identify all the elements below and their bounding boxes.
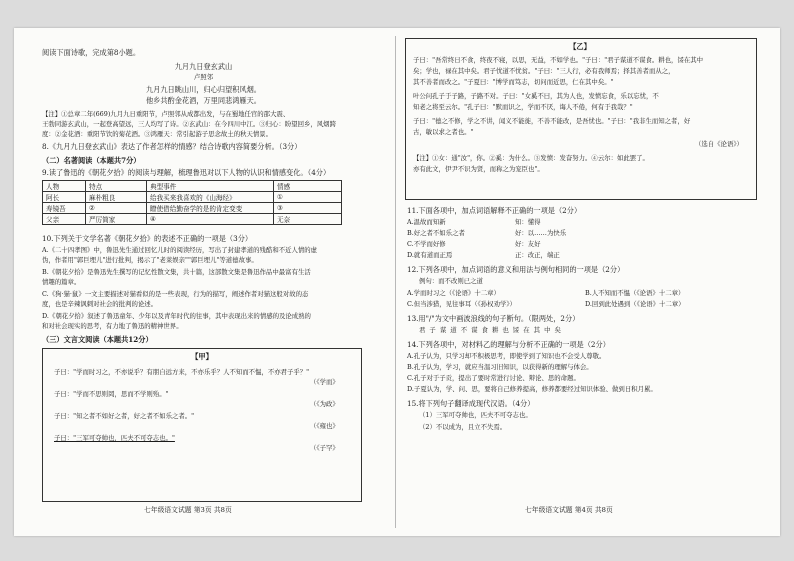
q11-option-c: C.不学而好修 [407,240,446,248]
yi-source: （选自《论语》） [695,140,743,148]
jia-source-4: （《子罕》 [310,444,339,452]
table-cell: 情感 [274,181,342,192]
poem-note-2: 王勃同游玄武山，一起登高望远，三人均写了诗。②玄武山：在今四川中江。③归心：盼望回乡，风烟跨 [42,120,336,128]
table-cell: 寿镜吾 [43,203,86,214]
table-cell: 父亲 [43,214,86,225]
question-8: 8.《九月九日登玄武山》表达了作者怎样的情感？结合诗歌内容简要分析。（3分） [42,142,302,151]
q10-option-c-2: 度，也是辛辣讽刺对社会的批判的论述。 [42,300,158,308]
poem-line-2: 他乡共酌金花酒，万里同悲鸿雁天。 [145,96,261,105]
question-9: 9.读了鲁迅的《朝花夕拾》的阅读与理解，梳理鲁迅对以下人物的认识和情感变化。（4分） [42,168,331,177]
q10-option-c-1: C.《狗·猫·鼠》一文主要描述对猫看似的是一些表现，行为的描写，阐述作者对猫这般对故的态 [42,290,309,298]
table-row [43,192,342,203]
q14-option-a: A.孔子认为，只学习却不积极思考，即使学到了知识也不会受人尊敬。 [407,352,606,360]
jia-source-1: （《学而》 [310,378,339,386]
jia-line-1: 子曰："学而时习之，不亦说乎？有朋自远方来，不亦乐乎？人不知而不愠，不亦君子乎？" [54,368,310,376]
poem-title: 九月九日登玄武山 [174,62,233,71]
q12-example: 例句：而不改则已之道 [419,277,483,285]
table-row [43,214,342,225]
page-3 [14,28,393,536]
table-cell: 特点 [86,181,147,192]
q12-option-d: D.回到此处遇到（《论语》十二章） [585,300,685,308]
q11-option-b: B.好之者不如乐之者 [407,229,465,237]
q10-option-a-2: 伪，作者用"郭巨埋儿"进行批判，揭示了"老莱娱亲""郭巨埋儿"等道德故事。 [42,256,258,264]
yi-line-5: 知老之将至云尔。"孔子曰："默而识之，学而不厌，诲人不倦，何有于我哉？" [413,103,633,111]
intro-instruction: 阅读下面诗歌，完成第8小题。 [42,48,141,57]
jia-line-4: 子曰："三军可夺帅也，匹夫不可夺志也。" [54,434,175,442]
page-footer-left: 七年级语文试题 第3页 共8页 [144,506,232,514]
table-cell: ② [86,203,147,214]
question-11: 11.下面各项中，加点词语解释不正确的一项是（2分） [407,206,582,215]
poem-note-1: 【注】①总章二年(669)九月九日重阳节，卢照邻从成都出发，与在蜀地任官的邵大震、 [42,110,290,118]
page-4 [405,28,780,536]
question-10: 10.下列关于文学名著《朝花夕拾》的表述不正确的一项是（3分） [42,234,253,243]
q11-option-a-meaning: 知：懂得 [515,218,541,226]
q14-option-d: D.子夏认为，学、问、思，要将自己修养提高，修养都要经过知识体验、做到日积月累。 [407,385,657,393]
table-cell: 无奈 [274,214,342,225]
table-cell: 麻朴粗良 [86,192,147,203]
question-15: 15.将下列句子翻译成现代汉语。（4分） [407,399,535,408]
yi-line-4: 叶公问孔子于子路，子路不对。子曰："女奚不曰，其为人也，发愤忘食，乐以忘忧，不 [413,92,659,100]
q10-option-d-2: 和对社会现实的思考，有力地了鲁迅的精神世界。 [42,322,183,330]
poem-author: 卢照邻 [193,73,214,81]
yi-line-1: 子曰："吾常终日不食，终夜不寝，以思，无益，不如学也。"子曰："君子谋道不谋食。耕也，馁在其中 [413,56,704,64]
table-header-row [43,181,342,192]
poem-line-1: 九月九日眺山川，归心归望积风烟。 [145,85,261,94]
jia-source-3: （《雍也》 [310,422,339,430]
q11-option-c-meaning: 好：友好 [515,240,541,248]
page-fold [395,36,396,528]
table-cell: 人物 [43,181,86,192]
q10-option-b-1: B.《朝花夕拾》是鲁迅先生撰写的记忆性散文集，共十篇，这部散文集是鲁迅作品中最富有生活 [42,268,311,276]
yi-line-6: 子曰："德之不修，学之不讲，闻义不能徙，不善不能改，是吾忧也。"子曰："我非生而知之者，好 [413,117,691,125]
q10-option-d-1: D.《朝花夕拾》叙述了鲁迅童年、少年以及青年时代的往事，其中表现出来的情感的及论成熟的 [42,312,311,320]
jia-line-2: 子曰："学而不思则罔，思而不学则殆。" [54,390,169,398]
q11-option-d: D.就有道而正焉 [407,251,453,259]
q11-option-a: A.温故而知新 [407,218,446,226]
passage-jia-label: 【甲】 [191,352,213,361]
q10-option-b-2: 情趣的篇章。 [42,278,81,286]
character-table [42,180,342,225]
table-cell: 严厉简家 [86,214,147,225]
q12-option-c: C.但当涉猎，见往事耳（《孙权劝学》） [407,300,516,308]
q12-option-b: B.人不知而不愠（《论语》十二章） [585,289,685,297]
q11-option-d-meaning: 正：改正，端正 [515,251,560,259]
table-row [43,203,342,214]
question-14: 14.下列各项中，对材料乙的理解与分析不正确的一项是（2分） [407,340,610,349]
question-12: 12.下列各项中，加点词语的意义和用法与例句相同的一项是（2分） [407,265,625,274]
page-footer-right: 七年级语文试题 第4页 共8页 [525,506,613,514]
table-cell: 瞭使借给勤奋学的是的肯定变变 [147,203,274,214]
table-cell: ① [274,192,342,203]
q11-option-b-meaning: 好：以……为快乐 [515,229,567,237]
yi-note-1: 【注】①女：通"汝"，你。②奚：为什么。③发愤：发奋努力。④云尔：如此罢了。 [413,154,649,162]
q15-item-1: （1）三军可夺帅也，匹夫不可夺志也。 [419,411,532,419]
yi-note-2: 亦有此文，伊尹不识为贤，而称之为宠臣也"。 [413,165,544,173]
exam-sheet [14,28,780,536]
yi-line-2: 矣；学也，禄在其中矣。君子忧道不忧贫。"子曰："三人行，必有我师焉；择其善者而从之， [413,67,675,75]
q15-item-2: （2）不以成为，且立不失焉。 [419,423,507,431]
table-cell: 阿长 [43,192,86,203]
q14-option-b: B.孔子认为，学习，就应当温习旧知识，以获得新的理解与体会。 [407,363,593,371]
q13-sentence: 君 子 谋 道 不 谋 食 耕 也 馁 在 其 中 矣 [419,326,562,334]
jia-line-3: 子曰："知之者不如好之者，好之者不如乐之者。" [54,412,195,420]
jia-source-2: （《为政》 [310,400,339,408]
question-13: 13.用"/"为文中画波浪线的句子断句。（限两处，2分） [407,314,580,323]
table-cell: 典型事件 [147,181,274,192]
table-cell: 给我买来我喜欢的《山海经》 [147,192,274,203]
table-cell: ③ [274,203,342,214]
yi-line-3: 其不善者而改之。"子夏曰："博学而笃志，切问而近思，仁在其中矣。" [413,78,614,86]
yi-line-7: 古，敏以求之者也。" [413,128,474,136]
section-2-heading: （二）名著阅读（本题共7分） [42,156,141,165]
q14-option-c: C.孔子对于子贡，提出了要时常进行讨论、辩论、思的命题。 [407,374,580,382]
passage-yi-label: 【乙】 [569,42,591,51]
section-3-heading: （三）文言文阅读（本题共12分） [42,335,153,344]
poem-note-3: 度：②金花酒：重阳节饮的菊花酒。③鸿雁天：常引起游子思念故土的秋天情景。 [42,130,273,138]
table-cell: ④ [147,214,274,225]
q10-option-a-1: A.《二十四孝图》中，鲁迅先生通过回忆儿时的阅读经历，写出了封建孝道的残酷和不近人情的虚 [42,246,318,254]
q12-option-a: A.学而时习之（《论语》十二章） [407,289,500,297]
